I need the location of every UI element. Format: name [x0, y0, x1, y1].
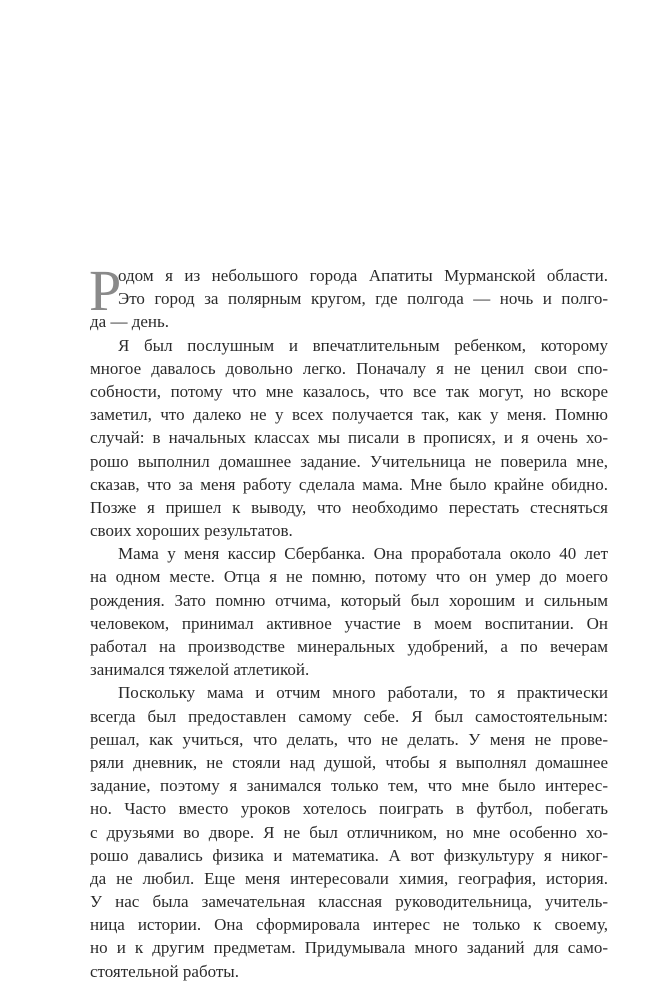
drop-cap: Р: [89, 258, 122, 323]
text-line: всегда был предоставлен самому себе. Я был самостоятельным:: [90, 706, 608, 726]
text-line: работал на производстве минеральных удобрений, а по вечерам: [90, 637, 608, 656]
paragraph-2: [90, 334, 608, 543]
text-line: да не любил. Еще меня интересовали химия, география, история.: [90, 868, 608, 888]
text-line: решал, как учиться, что делать, что не делать. У меня не прове-: [90, 729, 608, 749]
paragraph-3: [90, 542, 608, 681]
text-line: на одном месте. Отца я не помню, потому что он умер до моего: [90, 567, 608, 587]
text-line: занимался тяжелой атлетикой.: [90, 660, 310, 680]
text-line: У нас была замечательная классная руководительница, учитель-: [90, 892, 608, 912]
paragraph-4: [90, 681, 608, 982]
text-line: ница истории. Она сформировала интерес не только к своему,: [90, 915, 608, 935]
text-line: Мама у меня кассир Сбербанка. Она проработала около 40 лет: [118, 544, 608, 564]
text-line: человеком, принимал активное участие в моем воспитании. Он: [90, 613, 608, 633]
text-line: собности, потому что мне казалось, что все так могут, но вскоре: [90, 381, 608, 401]
body-text: [89, 258, 608, 983]
text-line: многое давалось довольно легко. Поначалу я не ценил свои спо-: [90, 358, 608, 378]
text-line: Поскольку мама и отчим много работали, то я практически: [118, 683, 608, 703]
text-line: случай: в начальных классах мы писали в прописях, и я очень хо-: [90, 428, 608, 448]
text-line: сказав, что за меня работу сделала мама. Мне было крайне обидно.: [90, 474, 608, 494]
text-line: заметил, что далеко не у всех получается так, как у меня. Помню: [90, 405, 608, 425]
text-line: стоятельной работы.: [90, 961, 239, 981]
text-line: своих хороших результатов.: [90, 521, 293, 541]
text-line: рошо выполнил домашнее задание. Учительница не поверила мне,: [90, 451, 608, 471]
text-line: да — день.: [90, 312, 169, 332]
text-line: но и к другим предметам. Придумывала много заданий для само-: [90, 938, 608, 958]
text-line: но. Часто вместо уроков хотелось поиграть в футбол, побегать: [90, 799, 608, 819]
text-line: задание, поэтому я занимался только тем, что мне было интерес-: [90, 776, 608, 796]
paragraph-1: [89, 258, 608, 334]
text-line: с друзьями во дворе. Я не был отличником, но мне особенно хо-: [90, 822, 608, 842]
text-line: одом я из небольшого города Апатиты Мурманской области.: [118, 266, 608, 285]
text-line: Позже я пришел к выводу, что необходимо перестать стесняться: [90, 497, 608, 517]
text-line: Это город за полярным кругом, где полгода — ночь и полго-: [118, 289, 608, 309]
text-line: Я был послушным и впечатлительным ребенком, которому: [118, 335, 608, 355]
text-line: рошо давались физика и математика. А вот физкультуру я никог-: [90, 845, 608, 865]
text-line: ряли дневник, не стояли над душой, чтобы я выполнял домашнее: [90, 752, 608, 772]
text-line: рождения. Зато помню отчима, который был хорошим и сильным: [90, 590, 608, 610]
